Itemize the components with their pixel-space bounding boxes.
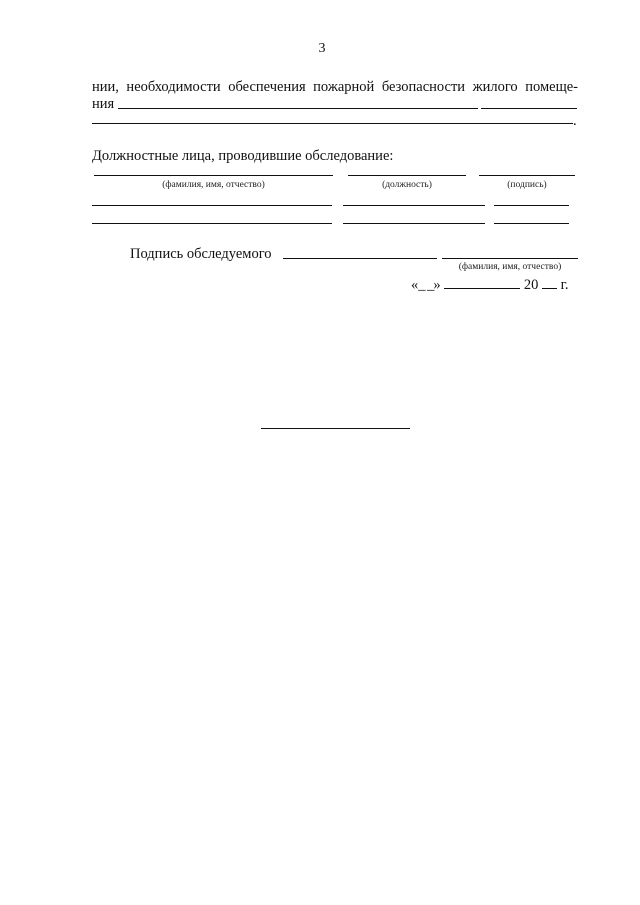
blank-line <box>118 108 478 109</box>
officials-heading: Должностные лица, проводившие обследование: <box>92 148 394 164</box>
official-position-line <box>343 223 485 224</box>
date-day-blank: _ _ <box>418 277 434 293</box>
body-line-3-suffix: . <box>573 113 577 129</box>
blank-line <box>92 123 573 124</box>
official-name-line <box>92 223 332 224</box>
date-close-quote: » <box>433 277 441 293</box>
page-number: 3 <box>318 41 326 56</box>
official-position-line <box>348 175 466 176</box>
official-signature-line <box>494 223 569 224</box>
subject-name-line <box>442 258 578 259</box>
date-year-blank <box>542 276 557 289</box>
body-line-1: нии, необходимости обеспечения пожарной безопасности жилого помеще- <box>92 79 578 95</box>
official-signature-line <box>494 205 569 206</box>
subject-signature-line <box>283 258 437 259</box>
caption-signature: (подпись) <box>507 180 547 190</box>
official-name-line <box>94 175 333 176</box>
official-signature-line <box>479 175 575 176</box>
date-month-blank <box>444 276 520 289</box>
date-line <box>411 276 569 294</box>
closing-separator-line <box>261 428 410 429</box>
caption-position: (должность) <box>382 180 432 190</box>
subject-signature-label: Подпись обследуемого <box>130 246 272 262</box>
blank-line <box>481 108 577 109</box>
date-open-quote: « <box>411 277 419 293</box>
official-position-line <box>343 205 485 206</box>
subject-caption-name: (фамилия, имя, отчество) <box>458 262 562 272</box>
caption-name: (фамилия, имя, отчество) <box>162 180 265 190</box>
date-year-suffix: г. <box>560 277 569 293</box>
date-year-prefix: 20 <box>523 277 539 293</box>
body-line-2-prefix: ния <box>92 96 115 112</box>
official-name-line <box>92 205 332 206</box>
